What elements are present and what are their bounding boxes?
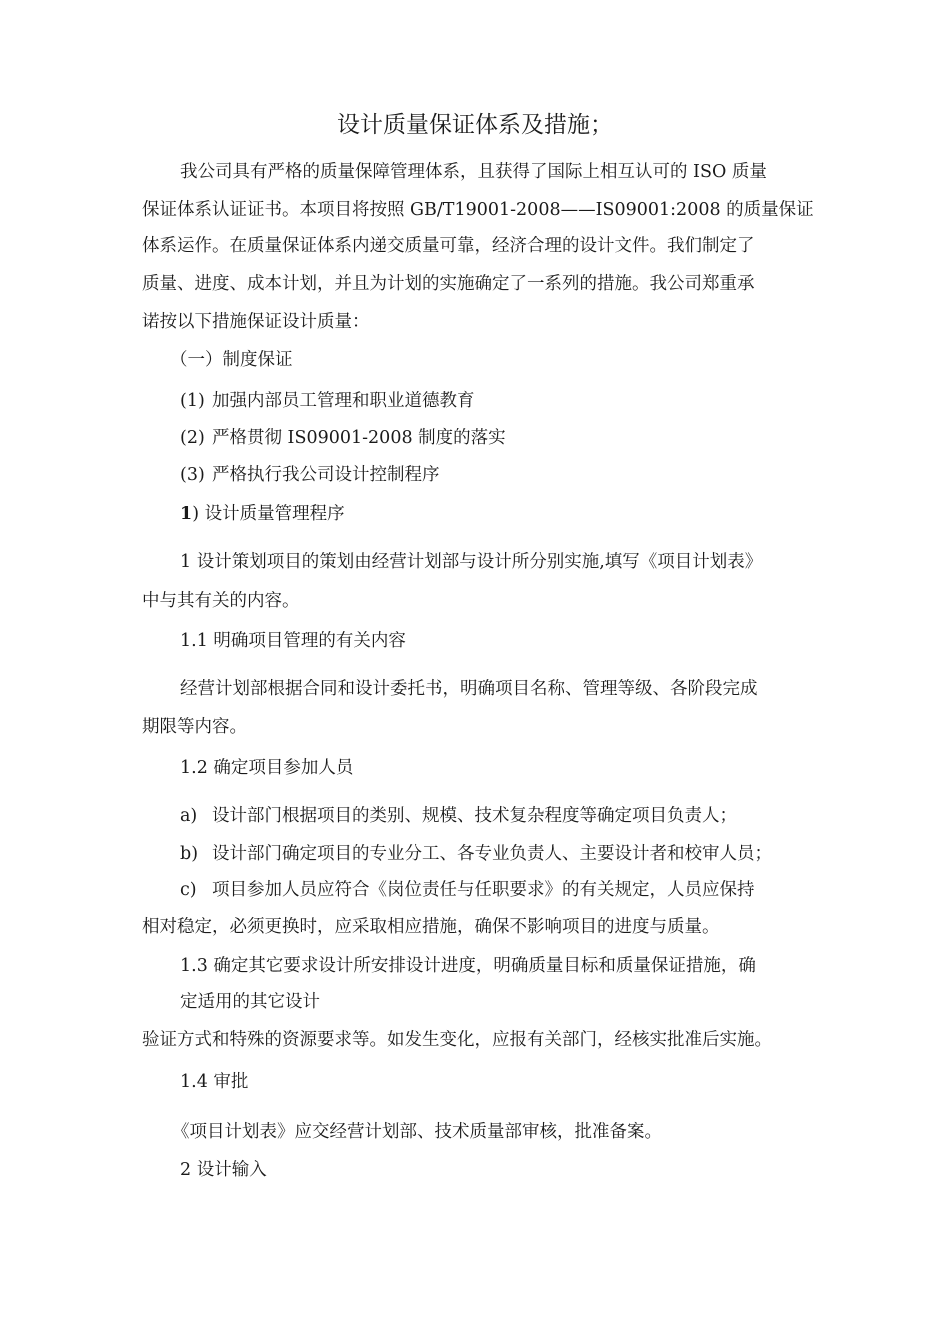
list-item-text: 项目参加人员应符合《岗位责任与任职要求》的有关规定，人员应保持 [212,880,755,900]
list-item [180,878,755,902]
list-item-continuation: 相对稳定，必须更换时，应采取相应措施，确保不影响项目的进度与质量。 [142,917,720,937]
intro-line-3: 体系运作。在质量保证体系内递交质量可靠，经济合理的设计文件。我们制定了 [142,236,755,256]
paragraph-1-3: 验证方式和特殊的资源要求等。如发生变化，应报有关部门，经核实批准后实施。 [142,1030,772,1050]
intro-line-1: 我公司具有严格的质量保障管理体系，且获得了国际上相互认可的 ISO 质量 [180,162,767,182]
heading-1-1: 1.1 明确项目管理的有关内容 [180,631,406,651]
list-item-text: 严格贯彻 IS09001-2008 制度的落实 [212,428,506,448]
paragraph-1-1-line-2: 期限等内容。 [142,717,247,737]
list-item [180,804,737,828]
paragraph-1-1-line-1: 经营计划部根据合同和设计委托书，明确项目名称、管理等级、各阶段完成 [180,679,758,699]
heading-1-4: 1.4 审批 [180,1072,249,1092]
intro-line-5: 诺按以下措施保证设计质量： [142,312,370,332]
subsection-heading [180,502,345,526]
heading-2: 2 设计输入 [180,1160,267,1180]
document-title: 设计质量保证体系及措施； [337,112,613,138]
paragraph-1-line-1: 1 设计策划项目的策划由经营计划部与设计所分别实施,填写《项目计划表》 [180,552,763,572]
list-item [180,426,506,450]
list-item-text: 设计部门根据项目的类别、规模、技术复杂程度等确定项目负责人； [212,806,737,826]
section-heading: （一）制度保证 [170,350,293,370]
list-item-number: b) [180,844,199,864]
heading-1-2: 1.2 确定项目参加人员 [180,758,354,778]
paragraph-1-4: 《项目计划表》应交经营计划部、技术质量部审核，批准备案。 [172,1122,662,1142]
list-item [180,389,475,413]
list-item [180,842,772,866]
list-item-number: a) [180,806,198,826]
intro-line-2: 保证体系认证证书。本项目将按照 GB/T19001-2008——IS09001:2008 的质量保证 [142,200,814,220]
heading-1-3-line-1: 1.3 确定其它要求设计所安排设计进度，明确质量目标和质量保证措施，确 [180,956,756,976]
list-item-number: c) [180,880,197,900]
subsection-text: ) 设计质量管理程序 [192,504,345,524]
list-item-text: 设计部门确定项目的专业分工、各专业负责人、主要设计者和校审人员； [212,844,772,864]
list-item [180,463,440,487]
list-item-text: 加强内部员工管理和职业道德教育 [212,391,475,411]
list-item-number: (1) [180,391,205,411]
subsection-number: 1 [180,504,193,524]
list-item-number: (2) [180,428,205,448]
list-item-text: 严格执行我公司设计控制程序 [212,465,440,485]
paragraph-1-line-2: 中与其有关的内容。 [142,591,300,611]
heading-1-3-line-2: 定适用的其它设计 [180,992,320,1012]
intro-line-4: 质量、进度、成本计划，并且为计划的实施确定了一系列的措施。我公司郑重承 [142,274,755,294]
list-item-number: (3) [180,465,205,485]
